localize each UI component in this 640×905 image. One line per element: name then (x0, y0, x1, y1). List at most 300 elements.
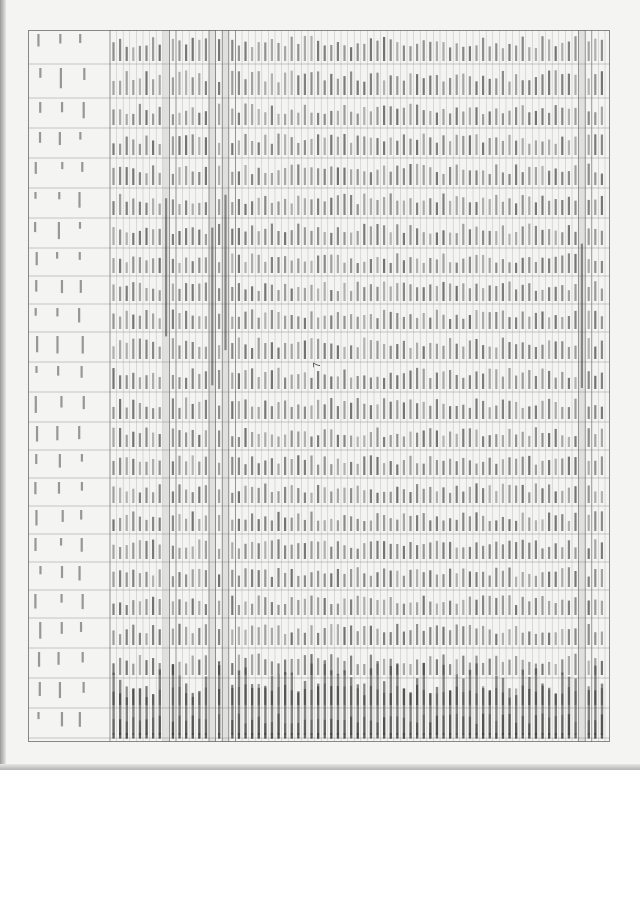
cell-value-mark (588, 624, 590, 645)
header-label-mark (39, 132, 41, 143)
cell-value-mark (317, 371, 319, 389)
cell-value-mark (528, 317, 530, 329)
cell-value-mark (145, 541, 147, 559)
cell-value-mark (172, 234, 174, 245)
cell-value-mark (423, 402, 425, 419)
cell-value-mark (350, 403, 352, 419)
cell-value-mark (192, 430, 194, 447)
cell-value-mark (139, 172, 141, 185)
cell-value-mark (185, 663, 187, 675)
cell-value-mark (304, 288, 306, 301)
cell-value-mark (159, 544, 161, 559)
cell-value-mark (574, 377, 576, 389)
cell-value-mark (310, 231, 312, 245)
cell-value-mark (548, 229, 550, 245)
cell-value-mark (555, 543, 557, 559)
cell-value-mark (343, 435, 345, 447)
cell-value-mark (383, 600, 385, 615)
cell-value-mark (297, 164, 299, 185)
cell-value-mark (238, 576, 240, 587)
cell-value-mark (601, 373, 603, 389)
cell-value-mark (112, 572, 114, 587)
cell-value-mark (429, 318, 431, 329)
cell-value-mark (310, 493, 312, 503)
cell-value-mark (449, 370, 451, 389)
cell-value-mark (350, 599, 352, 615)
cell-value-mark (218, 39, 220, 61)
cell-value-mark (469, 288, 471, 301)
cell-value-mark (528, 47, 530, 61)
cell-value-mark (145, 71, 147, 95)
cell-value-mark (594, 569, 596, 587)
cell-value-mark (594, 311, 596, 329)
cell-value-mark (205, 38, 207, 61)
cell-value-mark (376, 170, 378, 185)
cell-value-mark (495, 568, 497, 587)
cell-value-mark (370, 314, 372, 329)
cell-value-mark (185, 111, 187, 125)
cell-value-mark (482, 198, 484, 215)
cell-value-mark (145, 173, 147, 185)
cell-value-mark (475, 542, 477, 559)
cell-value-mark (423, 134, 425, 155)
cell-value-mark (469, 375, 471, 389)
cell-value-mark (324, 456, 326, 475)
row-name-mark (508, 698, 510, 738)
cell-value-mark (429, 42, 431, 61)
cell-value-mark (363, 375, 365, 389)
cell-value-mark (178, 662, 180, 675)
cell-value-mark (172, 199, 174, 215)
cell-value-mark (284, 168, 286, 185)
cell-value-mark (495, 263, 497, 273)
cell-value-mark (541, 74, 543, 95)
cell-value-mark (112, 461, 114, 475)
cell-value-mark (370, 455, 372, 475)
cell-value-mark (495, 491, 497, 503)
cell-value-mark (145, 488, 147, 503)
cell-value-mark (416, 44, 418, 61)
cell-value-mark (396, 313, 398, 329)
cell-value-mark (423, 110, 425, 125)
cell-value-mark (429, 456, 431, 475)
header-label-mark (78, 308, 80, 322)
cell-value-mark (172, 429, 174, 447)
cell-value-mark (502, 202, 504, 215)
cell-value-mark (258, 231, 260, 245)
row-name-mark (449, 691, 451, 738)
cell-value-mark (409, 399, 411, 419)
cell-value-mark (258, 291, 260, 301)
cell-value-mark (390, 106, 392, 125)
cell-value-mark (482, 436, 484, 447)
cell-value-mark (535, 140, 537, 155)
cell-value-mark (502, 459, 504, 475)
header-label-mark (35, 510, 37, 525)
cell-value-mark (291, 37, 293, 61)
cell-value-mark (475, 399, 477, 419)
cell-value-mark (304, 168, 306, 185)
cell-value-mark (383, 225, 385, 245)
row-name-mark (528, 677, 530, 738)
cell-value-mark (390, 75, 392, 95)
cell-value-mark (132, 543, 134, 559)
cell-value-mark (396, 487, 398, 503)
cell-value-mark (192, 342, 194, 359)
cell-value-mark (132, 257, 134, 273)
cell-value-mark (357, 204, 359, 215)
cell-value-mark (350, 291, 352, 301)
cell-value-mark (416, 164, 418, 185)
cell-value-mark (416, 368, 418, 389)
cell-value-mark (330, 290, 332, 301)
row-name-mark (231, 688, 233, 738)
cell-value-mark (363, 224, 365, 245)
cell-value-mark (145, 660, 147, 675)
cell-value-mark (561, 108, 563, 125)
cell-value-mark (324, 429, 326, 447)
cell-value-mark (363, 404, 365, 419)
cell-value-mark (423, 430, 425, 447)
cell-value-mark (139, 104, 141, 125)
cell-value-mark (541, 311, 543, 329)
cell-value-mark (390, 597, 392, 615)
cell-value-mark (594, 200, 596, 215)
cell-value-mark (370, 138, 372, 155)
cell-value-mark (449, 201, 451, 215)
cell-value-mark (383, 515, 385, 531)
cell-value-mark (409, 456, 411, 475)
section-header-row (209, 30, 216, 742)
cell-value-mark (291, 407, 293, 419)
cell-value-mark (442, 436, 444, 447)
cell-value-mark (416, 659, 418, 675)
cell-value-mark (264, 42, 266, 61)
cell-value-mark (515, 232, 517, 245)
cell-value-mark (284, 46, 286, 61)
cell-value-mark (119, 488, 121, 503)
cell-value-mark (277, 464, 279, 475)
cell-value-mark (310, 338, 312, 359)
cell-value-mark (192, 633, 194, 645)
cell-value-mark (495, 137, 497, 155)
cell-value-mark (231, 493, 233, 503)
cell-value-mark (178, 345, 180, 359)
cell-value-mark (139, 316, 141, 329)
cell-value-mark (284, 487, 286, 503)
header-label-mark (80, 622, 82, 632)
cell-value-mark (442, 520, 444, 531)
cell-value-mark (291, 485, 293, 503)
cell-value-mark (152, 79, 154, 95)
cell-value-mark (449, 78, 451, 95)
cell-value-mark (363, 287, 365, 301)
cell-value-mark (363, 543, 365, 559)
cell-value-mark (561, 568, 563, 587)
cell-value-mark (515, 605, 517, 615)
header-label-mark (36, 336, 38, 352)
header-label-mark (36, 426, 38, 442)
cell-value-mark (594, 261, 596, 273)
cell-value-mark (337, 79, 339, 95)
cell-value-mark (126, 262, 128, 273)
cell-value-mark (442, 371, 444, 389)
cell-value-mark (304, 140, 306, 155)
cell-value-mark (231, 542, 233, 559)
cell-value-mark (251, 654, 253, 675)
cell-value-mark (317, 435, 319, 447)
cell-value-mark (456, 548, 458, 559)
cell-value-mark (429, 198, 431, 215)
cell-value-mark (317, 465, 319, 475)
cell-value-mark (462, 259, 464, 273)
cell-value-mark (126, 311, 128, 329)
cell-value-mark (112, 314, 114, 329)
cell-value-mark (304, 575, 306, 587)
cell-value-mark (119, 658, 121, 675)
cell-value-mark (277, 368, 279, 389)
cell-value-mark (126, 605, 128, 615)
cell-value-mark (436, 460, 438, 475)
cell-value-mark (390, 435, 392, 447)
cell-value-mark (304, 493, 306, 503)
cell-value-mark (396, 109, 398, 125)
cell-value-mark (548, 399, 550, 419)
cell-value-mark (297, 543, 299, 559)
cell-value-mark (172, 491, 174, 503)
cell-value-mark (218, 430, 220, 447)
header-label-mark (35, 308, 37, 316)
row-name-mark (555, 693, 557, 738)
cell-value-mark (297, 224, 299, 245)
cell-value-mark (436, 113, 438, 125)
cell-value-mark (528, 456, 530, 475)
row-name-mark (185, 683, 187, 738)
cell-value-mark (588, 259, 590, 273)
cell-value-mark (238, 437, 240, 447)
cell-value-mark (112, 42, 114, 61)
cell-value-mark (337, 137, 339, 155)
cell-value-mark (159, 229, 161, 245)
cell-value-mark (396, 434, 398, 447)
cell-value-mark (297, 455, 299, 475)
cell-value-mark (159, 45, 161, 61)
cell-value-mark (218, 262, 220, 273)
cell-value-mark (244, 103, 246, 125)
cell-value-mark (574, 346, 576, 359)
cell-value-mark (456, 196, 458, 215)
cell-value-mark (555, 491, 557, 503)
cell-value-mark (416, 259, 418, 273)
cell-value-mark (350, 462, 352, 475)
cell-value-mark (264, 135, 266, 155)
cell-values (112, 36, 603, 739)
header-label-mark (79, 132, 81, 140)
cell-value-mark (258, 519, 260, 531)
row-name-mark (416, 678, 418, 738)
cell-value-mark (205, 167, 207, 185)
cell-value-mark (568, 225, 570, 245)
cell-value-mark (284, 378, 286, 389)
cell-value-mark (482, 255, 484, 273)
cell-value-mark (119, 316, 121, 329)
cell-value-mark (172, 576, 174, 587)
cell-value-mark (409, 432, 411, 447)
cell-value-mark (561, 137, 563, 155)
row-name-mark (442, 665, 444, 738)
cell-value-mark (588, 461, 590, 475)
cell-value-mark (475, 170, 477, 185)
cell-value-mark (522, 258, 524, 273)
header-label-mark (83, 682, 85, 693)
cell-value-mark (159, 461, 161, 475)
cell-value-mark (185, 135, 187, 155)
cell-value-mark (436, 373, 438, 389)
cell-value-mark (350, 314, 352, 329)
cell-value-mark (594, 539, 596, 559)
cell-value-mark (508, 660, 510, 675)
cell-value-mark (343, 545, 345, 559)
row-name-mark (264, 688, 266, 738)
cell-value-mark (244, 601, 246, 615)
cell-value-mark (548, 71, 550, 95)
cell-value-mark (442, 109, 444, 125)
cell-value-mark (244, 464, 246, 475)
cell-value-mark (449, 542, 451, 559)
header-label-mark (57, 366, 59, 376)
cell-value-mark (436, 75, 438, 95)
cell-value-mark (515, 626, 517, 645)
cell-value-mark (238, 283, 240, 301)
cell-value-mark (218, 143, 220, 155)
cell-value-mark (416, 140, 418, 155)
cell-value-mark (416, 569, 418, 587)
cell-value-mark (376, 287, 378, 301)
cell-value-mark (436, 172, 438, 185)
header-label-mark (58, 222, 60, 239)
cell-value-mark (139, 231, 141, 245)
cell-value-mark (475, 81, 477, 95)
cell-value-mark (264, 173, 266, 185)
cell-value-mark (429, 542, 431, 559)
cell-value-mark (528, 283, 530, 301)
cell-value-mark (112, 407, 114, 419)
cell-value-mark (528, 574, 530, 587)
cell-value-mark (528, 662, 530, 675)
cell-value-mark (403, 402, 405, 419)
row-name-mark (258, 688, 260, 738)
cell-value-mark (429, 76, 431, 95)
row-name-mark (350, 677, 352, 738)
row-name-mark (456, 675, 458, 738)
cell-value-mark (291, 518, 293, 531)
cell-value-mark (508, 82, 510, 95)
cell-value-mark (489, 435, 491, 447)
cell-value-mark (423, 287, 425, 301)
section-title-mark (165, 198, 167, 336)
header-label-mark (36, 252, 38, 265)
cell-value-mark (568, 140, 570, 155)
cell-value-mark (423, 165, 425, 185)
cell-value-mark (139, 46, 141, 61)
cell-value-mark (310, 596, 312, 615)
cell-value-mark (469, 76, 471, 95)
cell-value-mark (429, 167, 431, 185)
cell-value-mark (198, 73, 200, 95)
cell-value-mark (594, 632, 596, 645)
cell-value-mark (442, 627, 444, 645)
cell-value-mark (284, 256, 286, 273)
cell-value-mark (528, 197, 530, 215)
cell-value-mark (515, 203, 517, 215)
cell-value-mark (343, 168, 345, 185)
cell-value-mark (231, 254, 233, 273)
cell-value-mark (541, 401, 543, 419)
header-label-mark (81, 538, 83, 552)
cell-value-mark (376, 541, 378, 559)
cell-value-mark (363, 597, 365, 615)
cell-value-mark (555, 632, 557, 645)
cell-value-mark (436, 575, 438, 587)
row-name-mark (489, 690, 491, 738)
cell-value-mark (390, 263, 392, 273)
cell-value-mark (251, 569, 253, 587)
cell-value-mark (178, 72, 180, 95)
cell-value-mark (442, 254, 444, 273)
header-label-mark (83, 102, 85, 118)
cell-value-mark (330, 45, 332, 61)
cell-value-mark (277, 312, 279, 329)
cell-value-mark (291, 431, 293, 447)
cell-value-mark (508, 401, 510, 419)
cell-value-mark (277, 625, 279, 645)
header-label-mark (39, 566, 41, 574)
cell-value-mark (324, 201, 326, 215)
cell-value-mark (304, 341, 306, 359)
cell-value-mark (350, 71, 352, 95)
cell-value-mark (139, 655, 141, 675)
cell-value-mark (258, 488, 260, 503)
cell-value-mark (343, 232, 345, 245)
cell-value-mark (152, 198, 154, 215)
header-label-mark (56, 308, 58, 316)
cell-value-mark (416, 228, 418, 245)
cell-value-mark (112, 143, 114, 155)
cell-value-mark (561, 547, 563, 559)
cell-value-mark (231, 436, 233, 447)
cell-value-mark (271, 224, 273, 245)
cell-value-mark (284, 604, 286, 615)
cell-value-mark (601, 107, 603, 125)
cell-value-mark (436, 625, 438, 645)
header-label-mark (35, 454, 37, 464)
cell-value-mark (185, 378, 187, 389)
cell-value-mark (277, 257, 279, 273)
cell-value-mark (172, 461, 174, 475)
cell-value-mark (588, 548, 590, 559)
cell-value-mark (330, 464, 332, 475)
cell-value-mark (324, 138, 326, 155)
cell-value-mark (482, 170, 484, 185)
cell-value-mark (264, 343, 266, 359)
cell-value-mark (205, 400, 207, 419)
cell-value-mark (264, 460, 266, 475)
cell-value-mark (258, 654, 260, 675)
cell-value-mark (304, 36, 306, 61)
cell-value-mark (515, 521, 517, 531)
table-header (34, 34, 85, 742)
cell-value-mark (251, 487, 253, 503)
